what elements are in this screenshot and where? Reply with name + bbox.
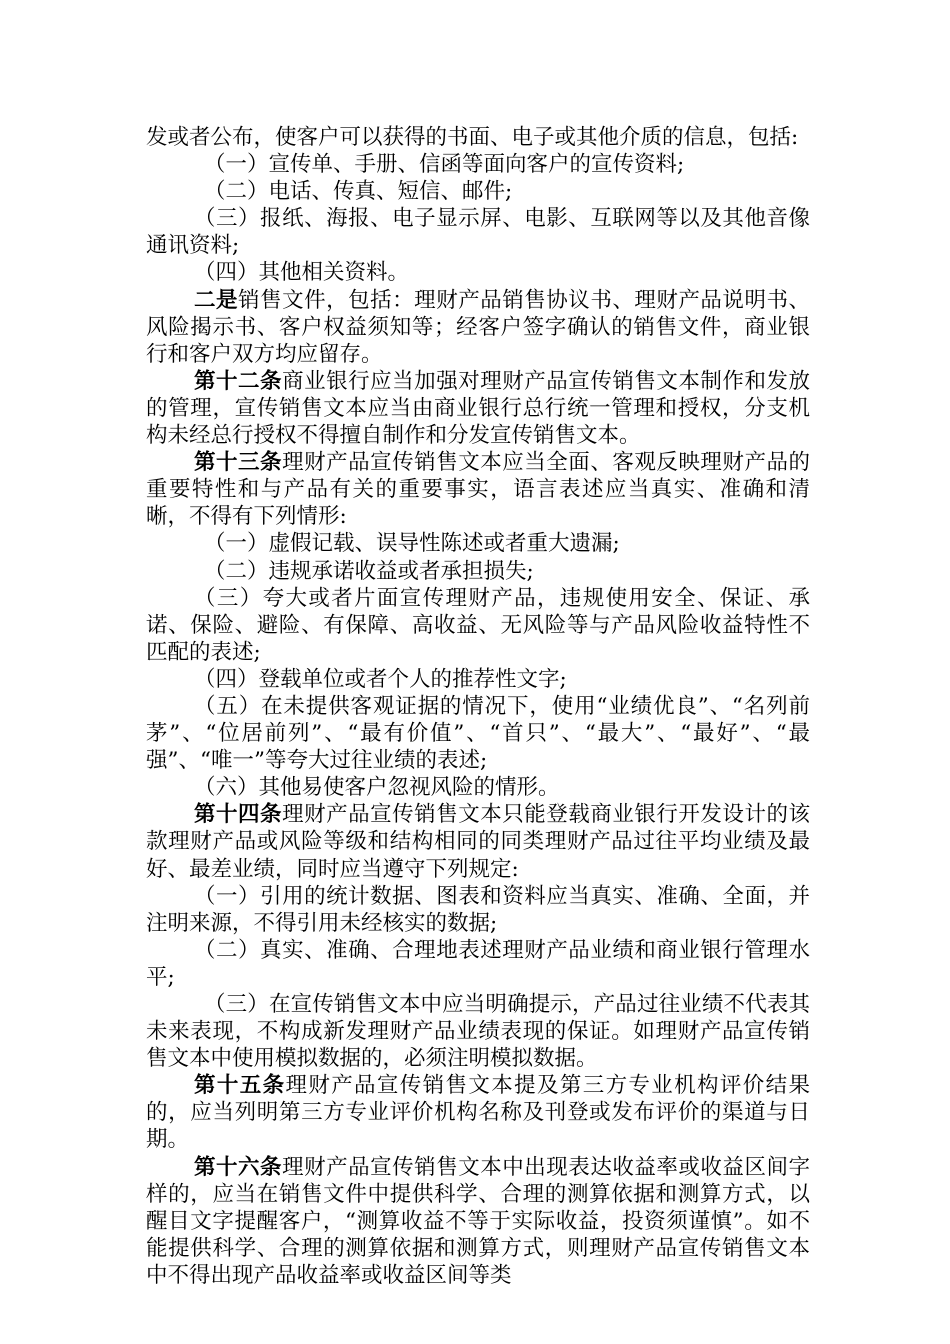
list-item-2: （二）真实、准确、合理地表述理财产品业绩和商业银行管理水平; [146, 937, 810, 990]
list-item-1: （一）引用的统计数据、图表和资料应当真实、准确、全面，并注明来源，不得引用未经核实的数据; [146, 883, 810, 936]
article-12: 第十二条商业银行应当加强对理财产品宣传销售文本制作和发放的管理，宣传销售文本应当由商业银行总行统一管理和授权，分支机构未经总行授权不得擅自制作和分发宣传销售文本。 [146, 368, 810, 449]
list-item-4: （四）登载单位或者个人的推荐性文字; [194, 666, 567, 692]
list-item-1: （一）宣传单、手册、信函等面向客户的宣传资料; [204, 152, 685, 178]
article-16: 第十六条理财产品宣传销售文本中出现表达收益率或收益区间字样的，应当在销售文件中提供科学、合理的测算依据和测算方式，以醒目文字提醒客户，“测算收益不等于实际收益，投资须谨慎”。如不能提供科学、合理的测算依据和测算方式，则理财产品宣传销售文本中不得出现产品收益率或收益区间等类 [146, 1154, 810, 1288]
document-page [146, 124, 810, 1289]
list-item-3: （三）在宣传销售文本中应当明确提示，产品过往业绩不代表其未来表现，不构成新发理财产品业绩表现的保证。如理财产品宣传销售文本中使用模拟数据的，必须注明模拟数据。 [146, 992, 810, 1072]
paragraph-second: 二是销售文件，包括：理财产品销售协议书、理财产品说明书、风险揭示书、客户权益须知等；经客户签字确认的销售文件，商业银行和客户双方均应留存。 [146, 287, 810, 367]
article-label: 第十五条 [194, 1073, 286, 1099]
article-label: 第十三条 [194, 450, 283, 476]
paragraph-intro: 发或者公布，使客户可以获得的书面、电子或其他介质的信息，包括: [146, 125, 799, 150]
list-item-3: （三）夸大或者片面宣传理财产品，违规使用安全、保证、承诺、保险、避险、有保障、高收益、无风险等与产品风险收益特性不匹配的表述; [146, 585, 810, 665]
list-item-1: （一）虚假记载、误导性陈述或者重大遗漏; [204, 531, 620, 557]
article-label: 第十四条 [194, 802, 283, 828]
article-13: 第十三条理财产品宣传销售文本应当全面、客观反映理财产品的重要特性和与产品有关的重要事实，语言表述应当真实、准确和清晰，不得有下列情形: [146, 450, 810, 530]
list-item-2: （二）电话、传真、短信、邮件; [204, 179, 513, 205]
list-item-2: （二）违规承诺收益或者承担损失; [204, 558, 534, 584]
paragraph-label: 二是 [194, 287, 239, 313]
article-label: 第十六条 [194, 1154, 283, 1180]
list-item-6: （六）其他易使客户忽视风险的情形。 [194, 775, 560, 801]
article-label: 第十二条 [194, 368, 283, 394]
list-item-4: （四）其他相关资料。 [194, 260, 410, 286]
list-item-3: （三）报纸、海报、电子显示屏、电影、互联网等以及其他音像通讯资料; [146, 206, 810, 259]
article-15: 第十五条理财产品宣传销售文本提及第三方专业机构评价结果的，应当列明第三方专业评价机构名称及刊登或发布评价的渠道与日期。 [146, 1073, 810, 1153]
article-14: 第十四条理财产品宣传销售文本只能登载商业银行开发设计的该款理财产品或风险等级和结构相同的同类理财产品过往平均业绩及最好、最差业绩，同时应当遵守下列规定: [146, 802, 810, 882]
list-item-5: （五）在未提供客观证据的情况下，使用“业绩优良”、“名列前茅”、“位居前列”、“最有价值”、“首只”、“最大”、“最好”、“最强”、“唯一”等夸大过往业绩的表述; [146, 693, 810, 774]
